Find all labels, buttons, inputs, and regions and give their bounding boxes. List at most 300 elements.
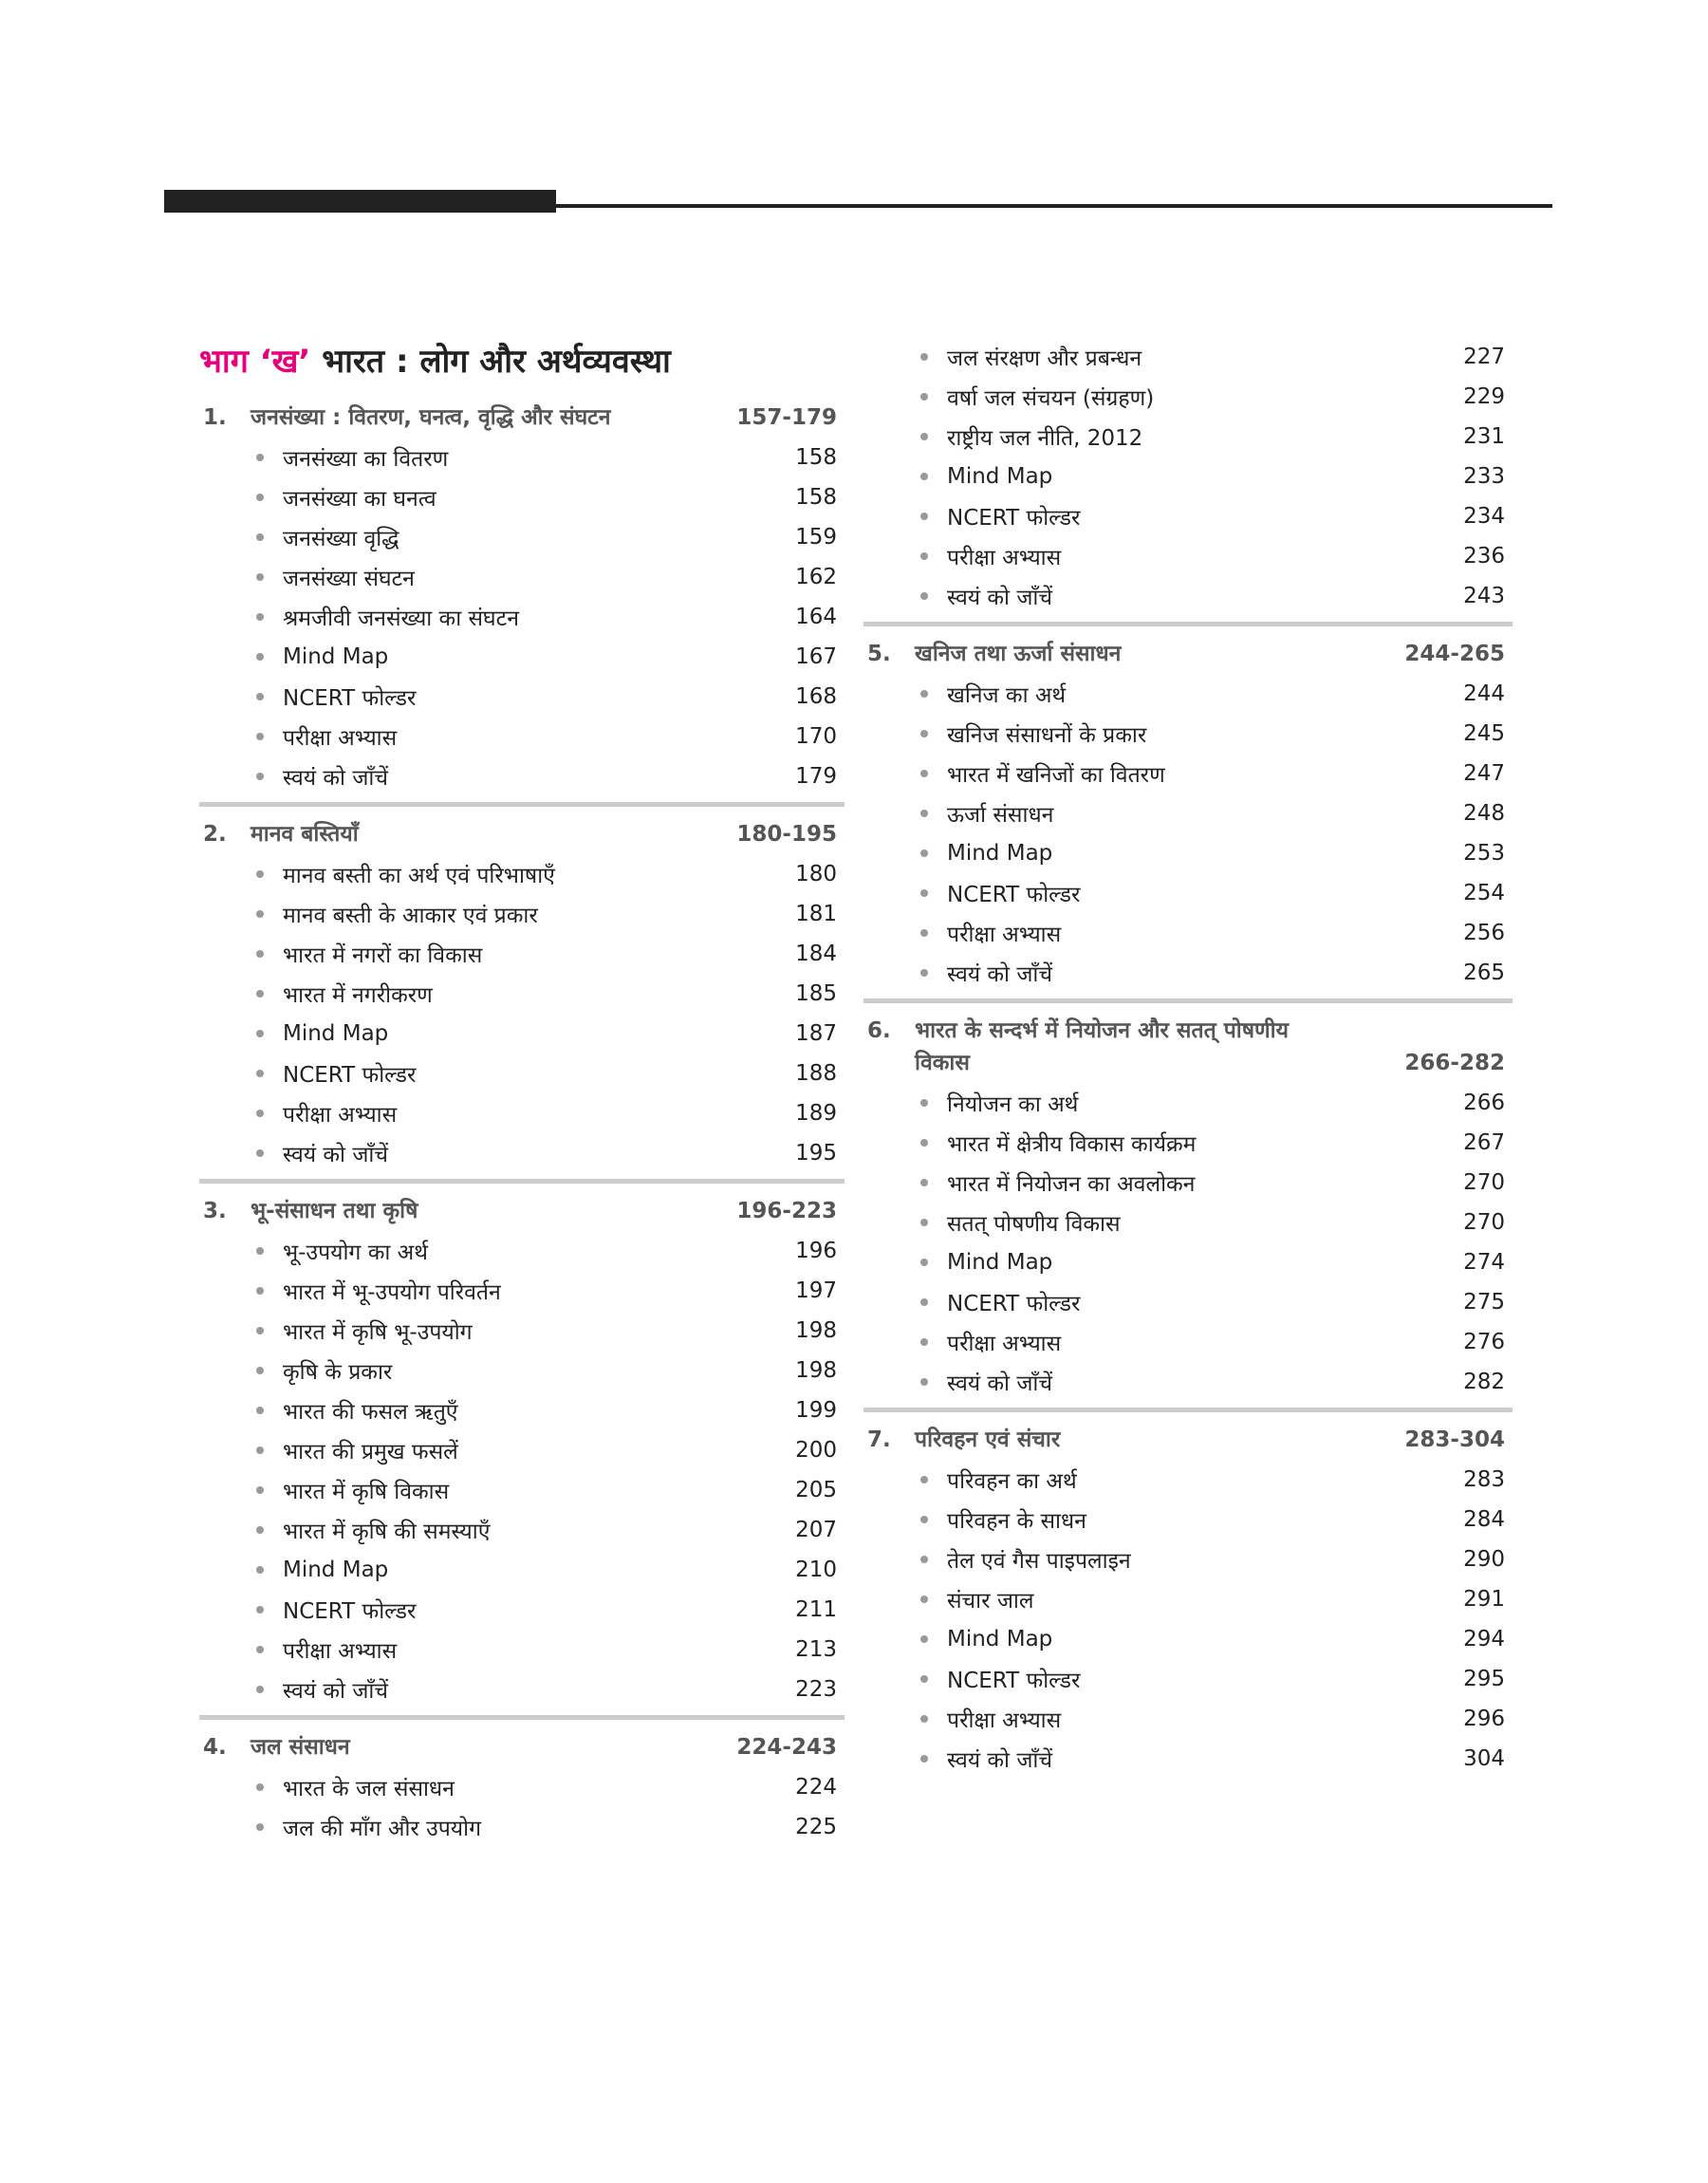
section-divider [199, 1715, 845, 1720]
toc-item-label: परीक्षा अभ्यास [947, 1332, 1062, 1356]
bullet-icon [920, 1099, 928, 1107]
toc-item-label: Mind Map [283, 1558, 389, 1582]
toc-item-label: परीक्षा अभ्यास [947, 923, 1062, 947]
toc-item-page: 197 [795, 1278, 837, 1303]
bullet-icon [256, 454, 264, 461]
toc-item-page: 225 [795, 1815, 837, 1839]
toc-item-label: स्वयं को जाँचें [283, 1143, 388, 1167]
bullet-icon [256, 1070, 264, 1077]
toc-item-page: 189 [795, 1101, 837, 1126]
bullet-icon [920, 473, 928, 480]
bullet-icon [920, 433, 928, 440]
toc-item[interactable] [863, 457, 1513, 496]
toc-item[interactable] [863, 1203, 1513, 1242]
bullet-icon [256, 1783, 264, 1791]
toc-item-page: 162 [795, 565, 837, 589]
toc-item-page: 184 [795, 942, 837, 966]
bullet-icon [256, 494, 264, 501]
header-rule [556, 204, 1552, 208]
chapter-heading[interactable] [199, 811, 845, 854]
toc-item-label: परीक्षा अभ्यास [947, 1708, 1062, 1733]
chapter-page-range: 196-223 [736, 1199, 837, 1223]
bullet-icon [920, 1556, 928, 1563]
bullet-icon [920, 1259, 928, 1266]
toc-item[interactable] [199, 1014, 845, 1054]
bullet-icon [920, 1595, 928, 1603]
toc-item[interactable] [199, 1093, 845, 1133]
toc-item-label: Mind Map [283, 644, 389, 669]
toc-item-label: भारत में कृषि की समस्याएँ [283, 1520, 491, 1544]
toc-item-label: खनिज संसाधनों के प्रकार [947, 723, 1147, 748]
toc-item-page: 170 [795, 724, 837, 749]
toc-item-label: परिवहन के साधन [947, 1509, 1086, 1534]
toc-item-page: 265 [1463, 961, 1505, 985]
toc-item-page: 199 [795, 1398, 837, 1423]
bullet-icon [920, 770, 928, 777]
bullet-icon [256, 693, 264, 700]
toc-item-page: 266 [1463, 1091, 1505, 1115]
toc-item[interactable] [863, 536, 1513, 576]
chapter-page-range: 180-195 [736, 822, 837, 847]
toc-item-list [863, 674, 1513, 993]
toc-item-page: 267 [1463, 1130, 1505, 1155]
toc-item-label: खनिज का अर्थ [947, 683, 1067, 708]
toc-item-page: 304 [1463, 1746, 1505, 1771]
toc-item-label: भारत की फसल ऋतुएँ [283, 1400, 458, 1425]
chapter-3 [199, 1187, 845, 1709]
toc-item-label: भारत में भू-उपयोग परिवर्तन [283, 1280, 501, 1305]
toc-item[interactable] [863, 417, 1513, 457]
toc-item-page: 185 [795, 981, 837, 1006]
toc-item-page: 244 [1463, 681, 1505, 706]
section-divider [199, 1179, 845, 1184]
toc-item-label: Mind Map [947, 464, 1053, 489]
toc-item[interactable] [863, 1539, 1513, 1579]
chapter-2 [199, 811, 845, 1173]
toc-item[interactable] [863, 1123, 1513, 1163]
toc-item-label: राष्ट्रीय जल नीति, 2012 [947, 426, 1143, 451]
bullet-icon [920, 592, 928, 600]
toc-item[interactable] [863, 953, 1513, 993]
toc-item[interactable] [199, 974, 845, 1014]
toc-item-page: 294 [1463, 1627, 1505, 1651]
toc-item-label: स्वयं को जाँचें [283, 1679, 388, 1704]
toc-item[interactable] [863, 833, 1513, 873]
toc-item[interactable] [863, 913, 1513, 953]
bullet-icon [256, 910, 264, 918]
toc-item[interactable] [199, 1271, 845, 1311]
bullet-icon [920, 393, 928, 401]
section-divider [199, 802, 845, 807]
chapter-number: 4. [203, 1735, 227, 1760]
chapter-4 [199, 1724, 845, 1847]
toc-item-page: 243 [1463, 584, 1505, 608]
toc-item-page: 198 [795, 1318, 837, 1343]
toc-item-page: 290 [1463, 1547, 1505, 1572]
toc-item[interactable] [863, 1460, 1513, 1500]
toc-item-list [199, 1231, 845, 1709]
bullet-icon [256, 653, 264, 661]
toc-item[interactable] [863, 1579, 1513, 1619]
bullet-icon [920, 1298, 928, 1306]
chapter-number: 7. [867, 1427, 891, 1452]
chapter-heading[interactable] [863, 1007, 1513, 1083]
toc-item[interactable] [863, 1083, 1513, 1123]
bullet-icon [920, 1219, 928, 1226]
toc-item-page: 180 [795, 862, 837, 886]
chapter-5 [863, 630, 1513, 993]
bullet-icon [256, 573, 264, 581]
chapter-page-range: 266-282 [1404, 1051, 1505, 1075]
toc-item-page: 158 [795, 445, 837, 470]
toc-item-page: 234 [1463, 504, 1505, 529]
toc-item[interactable] [863, 1163, 1513, 1203]
chapter-page-range: 283-304 [1404, 1427, 1505, 1452]
bullet-icon [920, 1338, 928, 1346]
toc-item[interactable] [863, 337, 1513, 377]
bullet-icon [920, 1635, 928, 1643]
chapter-6 [863, 1007, 1513, 1402]
section-divider [863, 1408, 1513, 1412]
toc-item-label: NCERT फोल्डर [947, 883, 1081, 907]
toc-item[interactable] [199, 1670, 845, 1709]
bullet-icon [256, 733, 264, 740]
toc-item-list [199, 854, 845, 1173]
toc-item-page: 200 [795, 1438, 837, 1463]
toc-item-label: ऊर्जा संसाधन [947, 803, 1054, 828]
bullet-icon [256, 1407, 264, 1414]
chapter-number: 1. [203, 405, 227, 430]
chapter-title-line1: भारत के सन्दर्भ में नियोजन और सतत् पोषणीय [915, 1018, 1289, 1043]
toc-item[interactable] [199, 1470, 845, 1510]
bullet-icon [920, 552, 928, 560]
toc-item-label: भारत में कृषि विकास [283, 1480, 450, 1504]
toc-item-label: NCERT फोल्डर [947, 1669, 1081, 1693]
bullet-icon [920, 969, 928, 977]
chapter-number: 3. [203, 1199, 227, 1223]
toc-item-label: Mind Map [947, 1250, 1053, 1275]
chapter-title [251, 401, 733, 434]
bullet-icon [256, 1149, 264, 1157]
toc-item-label: जनसंख्या वृद्धि [283, 527, 399, 551]
bullet-icon [256, 613, 264, 621]
bullet-icon [920, 929, 928, 937]
toc-item[interactable] [863, 496, 1513, 536]
toc-item-page: 248 [1463, 801, 1505, 826]
chapter-title [251, 1731, 733, 1763]
toc-item-label: परीक्षा अभ्यास [283, 1103, 398, 1128]
toc-item[interactable] [863, 1500, 1513, 1539]
toc-item-label: परीक्षा अभ्यास [947, 546, 1062, 570]
toc-item-label: NCERT फोल्डर [947, 506, 1081, 531]
toc-item-label: NCERT फोल्डर [947, 1292, 1081, 1316]
toc-item-label: मानव बस्ती के आकार एवं प्रकार [283, 904, 538, 928]
toc-item-page: 196 [795, 1239, 837, 1263]
bullet-icon [256, 1327, 264, 1334]
chapter-title-line1: जनसंख्या : वितरण, घनत्व, वृद्धि और संघटन [251, 405, 611, 430]
toc-item-label: NCERT फोल्डर [283, 1599, 417, 1624]
toc-item-page: 229 [1463, 384, 1505, 409]
toc-item-page: 205 [795, 1478, 837, 1502]
toc-item-list [863, 337, 1513, 616]
toc-left-column [199, 337, 845, 1847]
toc-item-label: परीक्षा अभ्यास [283, 1639, 398, 1664]
toc-item-page: 256 [1463, 921, 1505, 945]
chapter-title [915, 1015, 1401, 1079]
section-divider [863, 622, 1513, 626]
bullet-icon [920, 1378, 928, 1386]
toc-item[interactable] [863, 1659, 1513, 1699]
toc-item-label: NCERT फोल्डर [283, 1063, 417, 1088]
toc-item[interactable] [199, 717, 845, 756]
chapter-title-line1: मानव बस्तियाँ [251, 822, 359, 847]
bullet-icon [920, 690, 928, 698]
toc-item-label: जनसंख्या का घनत्व [283, 487, 436, 512]
toc-item[interactable] [863, 754, 1513, 793]
toc-item-page: 253 [1463, 841, 1505, 866]
bullet-icon [920, 1715, 928, 1723]
header-bar-thick [164, 190, 556, 213]
bullet-icon [256, 1646, 264, 1653]
toc-item[interactable] [863, 793, 1513, 833]
toc-item[interactable] [199, 1807, 845, 1847]
toc-item-label: स्वयं को जाँचें [283, 766, 388, 791]
toc-item-page: 164 [795, 605, 837, 629]
toc-item-label: परिवहन का अर्थ [947, 1469, 1077, 1494]
toc-item-label: कृषि के प्रकार [283, 1360, 393, 1385]
toc-item[interactable] [863, 1322, 1513, 1362]
toc-item-page: 227 [1463, 345, 1505, 369]
toc-item[interactable] [199, 1630, 845, 1670]
toc-item[interactable] [199, 557, 845, 597]
toc-item-page: 181 [795, 902, 837, 926]
toc-item[interactable] [199, 1133, 845, 1173]
toc-item[interactable] [199, 1351, 845, 1390]
bullet-icon [256, 1486, 264, 1494]
bullet-icon [920, 353, 928, 361]
chapter-7 [863, 1416, 1513, 1779]
chapter-page-range: 157-179 [736, 405, 837, 430]
toc-item-label: संचार जाल [947, 1589, 1034, 1614]
toc-item[interactable] [863, 714, 1513, 754]
toc-item[interactable] [199, 1590, 845, 1630]
chapter-heading[interactable] [199, 1724, 845, 1767]
toc-item-page: 236 [1463, 544, 1505, 569]
bullet-icon [256, 533, 264, 541]
toc-item-label: मानव बस्ती का अर्थ एवं परिभाषाएँ [283, 864, 555, 888]
toc-item-label: भारत के जल संसाधन [283, 1777, 455, 1801]
toc-item-list [863, 1460, 1513, 1779]
chapter-page-range: 244-265 [1404, 642, 1505, 666]
bullet-icon [256, 773, 264, 780]
toc-item-page: 231 [1463, 424, 1505, 449]
toc-item[interactable] [863, 1362, 1513, 1402]
chapter-heading[interactable] [199, 1187, 845, 1231]
toc-item-label: स्वयं को जाँचें [947, 962, 1052, 987]
toc-item[interactable] [863, 576, 1513, 616]
toc-item-list [863, 1083, 1513, 1402]
toc-right-column [863, 337, 1513, 1779]
part-title: भारत : लोग और अर्थव्यवस्था [322, 343, 671, 381]
toc-item-page: 291 [1463, 1587, 1505, 1612]
bullet-icon [920, 1755, 928, 1763]
bullet-icon [256, 1823, 264, 1831]
toc-item-page: 270 [1463, 1210, 1505, 1235]
chapter-title-line1: जल संसाधन [251, 1735, 350, 1760]
toc-item-page: 168 [795, 684, 837, 709]
bullet-icon [920, 1516, 928, 1523]
toc-item[interactable] [199, 1510, 845, 1550]
toc-item[interactable] [199, 1231, 845, 1271]
toc-item-label: वर्षा जल संचयन (संग्रहण) [947, 386, 1155, 411]
toc-item[interactable] [863, 674, 1513, 714]
toc-item-label: भारत की प्रमुख फसलें [283, 1440, 458, 1465]
toc-item-label: Mind Map [947, 841, 1053, 866]
chapter-4-continued [863, 337, 1513, 616]
chapter-1 [199, 394, 845, 796]
bullet-icon [256, 1247, 264, 1255]
part-heading [199, 337, 845, 386]
chapter-title [251, 818, 733, 850]
bullet-icon [256, 1686, 264, 1693]
toc-item[interactable] [863, 1739, 1513, 1779]
toc-item[interactable] [199, 756, 845, 796]
bullet-icon [920, 810, 928, 817]
chapter-title [251, 1195, 733, 1227]
toc-item-label: जल की माँग और उपयोग [283, 1817, 482, 1841]
bullet-icon [256, 1446, 264, 1454]
bullet-icon [920, 513, 928, 520]
bullet-icon [256, 950, 264, 958]
toc-item-page: 274 [1463, 1250, 1505, 1275]
toc-item-page: 188 [795, 1061, 837, 1086]
toc-item-label: भारत में खनिजों का वितरण [947, 763, 1165, 788]
chapter-number: 2. [203, 822, 227, 847]
bullet-icon [256, 1367, 264, 1374]
bullet-icon [256, 990, 264, 998]
toc-item[interactable] [863, 873, 1513, 913]
toc-item[interactable] [863, 1282, 1513, 1322]
chapter-number: 6. [867, 1018, 891, 1043]
toc-item-page: 179 [795, 764, 837, 789]
section-divider [863, 998, 1513, 1003]
toc-item[interactable] [863, 377, 1513, 417]
toc-item-label: Mind Map [947, 1627, 1053, 1651]
toc-item[interactable] [199, 1311, 845, 1351]
toc-item-page: 275 [1463, 1290, 1505, 1315]
toc-item[interactable] [199, 597, 845, 637]
toc-item-page: 210 [795, 1558, 837, 1582]
chapter-heading[interactable] [863, 630, 1513, 674]
toc-item[interactable] [199, 1054, 845, 1093]
bullet-icon [256, 870, 264, 878]
toc-item[interactable] [199, 517, 845, 557]
toc-item-page: 224 [795, 1775, 837, 1800]
bullet-icon [256, 1110, 264, 1117]
toc-item[interactable] [863, 1242, 1513, 1282]
toc-item-page: 296 [1463, 1707, 1505, 1731]
toc-item-label: भारत में नियोजन का अवलोकन [947, 1172, 1196, 1197]
toc-item-label: तेल एवं गैस पाइपलाइन [947, 1549, 1131, 1574]
toc-item-page: 158 [795, 485, 837, 510]
toc-item-page: 198 [795, 1358, 837, 1383]
toc-item-label: श्रमजीवी जनसंख्या का संघटन [283, 606, 519, 631]
bullet-icon [920, 849, 928, 857]
toc-item-page: 247 [1463, 761, 1505, 786]
toc-item[interactable] [199, 854, 845, 894]
toc-item-page: 282 [1463, 1370, 1505, 1394]
toc-item-label: Mind Map [283, 1021, 389, 1046]
toc-item-page: 276 [1463, 1330, 1505, 1354]
toc-item-page: 213 [795, 1637, 837, 1662]
toc-item-page: 223 [795, 1677, 837, 1702]
toc-item-page: 211 [795, 1597, 837, 1622]
toc-item-page: 187 [795, 1021, 837, 1046]
toc-item-page: 207 [795, 1518, 837, 1542]
toc-item[interactable] [863, 1699, 1513, 1739]
toc-item-label: जनसंख्या संघटन [283, 567, 415, 591]
bullet-icon [256, 1526, 264, 1534]
toc-item-label: भारत में क्षेत्रीय विकास कार्यक्रम [947, 1132, 1197, 1157]
toc-item-page: 167 [795, 644, 837, 669]
bullet-icon [256, 1566, 264, 1574]
toc-item-label: स्वयं को जाँचें [947, 586, 1052, 610]
toc-item[interactable] [199, 637, 845, 677]
bullet-icon [920, 1179, 928, 1186]
toc-item[interactable] [199, 477, 845, 517]
chapter-heading[interactable] [199, 394, 845, 438]
toc-item[interactable] [863, 1619, 1513, 1659]
toc-item-label: सतत् पोषणीय विकास [947, 1212, 1121, 1237]
toc-item[interactable] [199, 1767, 845, 1807]
toc-item[interactable] [199, 1550, 845, 1590]
toc-item-label: भू-उपयोग का अर्थ [283, 1241, 428, 1265]
toc-item-label: स्वयं को जाँचें [947, 1748, 1052, 1773]
bullet-icon [256, 1606, 264, 1614]
chapter-title-line2: विकास [915, 1051, 970, 1075]
toc-item-label: NCERT फोल्डर [283, 686, 417, 711]
toc-item[interactable] [199, 438, 845, 477]
toc-item-page: 295 [1463, 1667, 1505, 1691]
toc-item-page: 284 [1463, 1507, 1505, 1532]
bullet-icon [920, 1675, 928, 1683]
toc-item-page: 254 [1463, 881, 1505, 905]
toc-item-label: जल संरक्षण और प्रबन्धन [947, 346, 1142, 371]
bullet-icon [920, 889, 928, 897]
bullet-icon [920, 1476, 928, 1483]
toc-item-page: 270 [1463, 1170, 1505, 1195]
toc-item[interactable] [199, 1390, 845, 1430]
toc-item-list [199, 1767, 845, 1847]
toc-item-list [199, 438, 845, 796]
toc-item-page: 159 [795, 525, 837, 550]
toc-item-label: नियोजन का अर्थ [947, 1092, 1079, 1117]
chapter-heading[interactable] [863, 1416, 1513, 1460]
toc-item-label: जनसंख्या का वितरण [283, 447, 449, 472]
toc-item-page: 245 [1463, 721, 1505, 746]
toc-item-page: 195 [795, 1141, 837, 1166]
toc-item[interactable] [199, 1430, 845, 1470]
bullet-icon [256, 1030, 264, 1037]
bullet-icon [256, 1287, 264, 1295]
toc-item[interactable] [199, 677, 845, 717]
toc-item[interactable] [199, 894, 845, 934]
toc-item[interactable] [199, 934, 845, 974]
chapter-title [915, 638, 1401, 670]
chapter-title-line1: भू-संसाधन तथा कृषि [251, 1199, 418, 1223]
toc-item-label: भारत में नगरों का विकास [283, 943, 483, 968]
chapter-page-range: 224-243 [736, 1735, 837, 1760]
